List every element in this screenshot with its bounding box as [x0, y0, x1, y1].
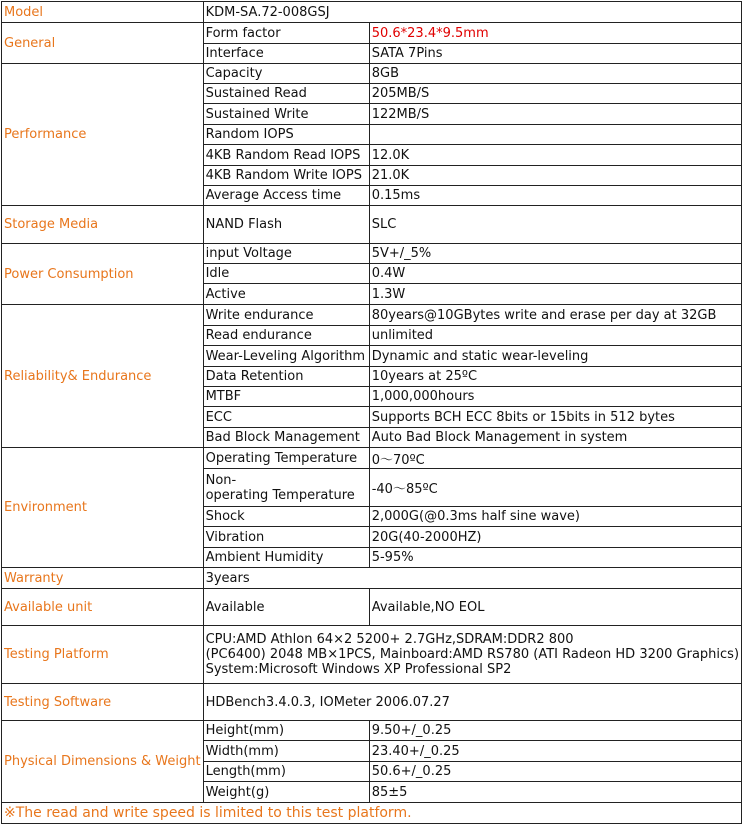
spec-name: Idle [203, 264, 369, 284]
spec-value: 1,000,000hours [369, 387, 741, 407]
table-row [2, 589, 742, 626]
spec-name: ECC [203, 407, 369, 428]
spec-value: 0～70ºC [369, 448, 741, 469]
spec-name: Average Access time [203, 186, 369, 206]
spec-name: 4KB Random Write IOPS [203, 166, 369, 186]
spec-name: Write endurance [203, 305, 369, 326]
spec-value: 122MB/S [369, 104, 741, 125]
spec-name: Height(mm) [203, 721, 369, 741]
spec-value: 5-95% [369, 548, 741, 568]
table-row [2, 448, 742, 469]
table-row [2, 2, 742, 23]
table-row [2, 206, 742, 244]
category-environment: Environment [2, 448, 204, 568]
spec-name: Ambient Humidity [203, 548, 369, 568]
spec-value [369, 125, 741, 145]
spec-name: Bad Block Management [203, 428, 369, 448]
spec-value: -40～85ºC [369, 469, 741, 507]
spec-value: 21.0K [369, 166, 741, 186]
spec-name: Weight(g) [203, 782, 369, 803]
table-row [2, 305, 742, 326]
table-row [2, 568, 742, 589]
spec-value: 0.4W [369, 264, 741, 284]
spec-value: 10years at 25ºC [369, 367, 741, 387]
table-row [2, 626, 742, 684]
table-row [2, 721, 742, 741]
spec-name: Wear-Leveling Algorithm [203, 346, 369, 367]
category-performance: Performance [2, 64, 204, 206]
spec-name: Vibration [203, 527, 369, 548]
table-row [2, 64, 742, 84]
category-available-unit: Available unit [2, 589, 204, 626]
footnote: ※The read and write speed is limited to this test platform. [2, 803, 742, 824]
spec-value: 50.6+/_0.25 [369, 762, 741, 782]
spec-value: unlimited [369, 326, 741, 346]
table-row [2, 244, 742, 264]
spec-value: 205MB/S [369, 84, 741, 104]
category-general: General [2, 23, 204, 64]
spec-name: Operating Temperature [203, 448, 369, 469]
platform-line: System:Microsoft Windows XP Professional SP2 [205, 662, 512, 677]
spec-name: NAND Flash [203, 206, 369, 244]
spec-value: Available,NO EOL [369, 589, 741, 626]
spec-value: 0.15ms [369, 186, 741, 206]
category-warranty: Warranty [2, 568, 204, 589]
spec-value: 12.0K [369, 145, 741, 166]
spec-value: Auto Bad Block Management in system [369, 428, 741, 448]
spec-name [203, 469, 369, 507]
category-testing-software: Testing Software [2, 684, 204, 721]
category-physical: Physical Dimensions & Weight [2, 721, 204, 803]
category-model: Model [2, 2, 204, 23]
spec-name-line: Non- [205, 472, 237, 488]
spec-name: input Voltage [203, 244, 369, 264]
platform-line: (PC6400) 2048 MB×1PCS, Mainboard:AMD RS780 (ATI Radeon HD 3200 Graphics) [205, 647, 740, 662]
spec-name: Active [203, 284, 369, 305]
table-row [2, 23, 742, 44]
category-testing-platform: Testing Platform [2, 626, 204, 684]
spec-value: 50.6*23.4*9.5mm [369, 23, 741, 44]
spec-name: Available [203, 589, 369, 626]
spec-name: Random IOPS [203, 125, 369, 145]
category-reliability: Reliability& Endurance [2, 305, 204, 448]
spec-name: Interface [203, 44, 369, 64]
spec-value: 20G(40-2000HZ) [369, 527, 741, 548]
model-value: KDM-SA.72-008GSJ [203, 2, 741, 23]
platform-line: CPU:AMD Athlon 64×2 5200+ 2.7GHz,SDRAM:DDR2 800 [205, 632, 574, 647]
spec-name-line: operating Temperature [205, 487, 355, 503]
spec-value: Supports BCH ECC 8bits or 15bits in 512 bytes [369, 407, 741, 428]
testing-platform-value [203, 626, 741, 684]
spec-value: 1.3W [369, 284, 741, 305]
spec-value: 80years@10GBytes write and erase per day at 32GB [369, 305, 741, 326]
table-row [2, 803, 742, 824]
spec-name: Capacity [203, 64, 369, 84]
spec-name: 4KB Random Read IOPS [203, 145, 369, 166]
spec-value: 9.50+/_0.25 [369, 721, 741, 741]
spec-value: 2,000G(@0.3ms half sine wave) [369, 507, 741, 527]
spec-name: Length(mm) [203, 762, 369, 782]
spec-value: SLC [369, 206, 741, 244]
spec-name: Width(mm) [203, 741, 369, 762]
table-row [2, 684, 742, 721]
spec-name: MTBF [203, 387, 369, 407]
spec-name: Form factor [203, 23, 369, 44]
category-power: Power Consumption [2, 244, 204, 305]
category-storage-media: Storage Media [2, 206, 204, 244]
spec-name: Sustained Write [203, 104, 369, 125]
spec-name: Data Retention [203, 367, 369, 387]
spec-value: 8GB [369, 64, 741, 84]
spec-value: 85±5 [369, 782, 741, 803]
spec-value: 23.40+/_0.25 [369, 741, 741, 762]
spec-value: SATA 7Pins [369, 44, 741, 64]
spec-name: Read endurance [203, 326, 369, 346]
spec-value: Dynamic and static wear-leveling [369, 346, 741, 367]
spec-name: Shock [203, 507, 369, 527]
spec-value: 5V+/_5% [369, 244, 741, 264]
spec-name: Sustained Read [203, 84, 369, 104]
testing-software-value: HDBench3.4.0.3, IOMeter 2006.07.27 [203, 684, 741, 721]
spec-table [1, 1, 742, 824]
warranty-value: 3years [203, 568, 741, 589]
